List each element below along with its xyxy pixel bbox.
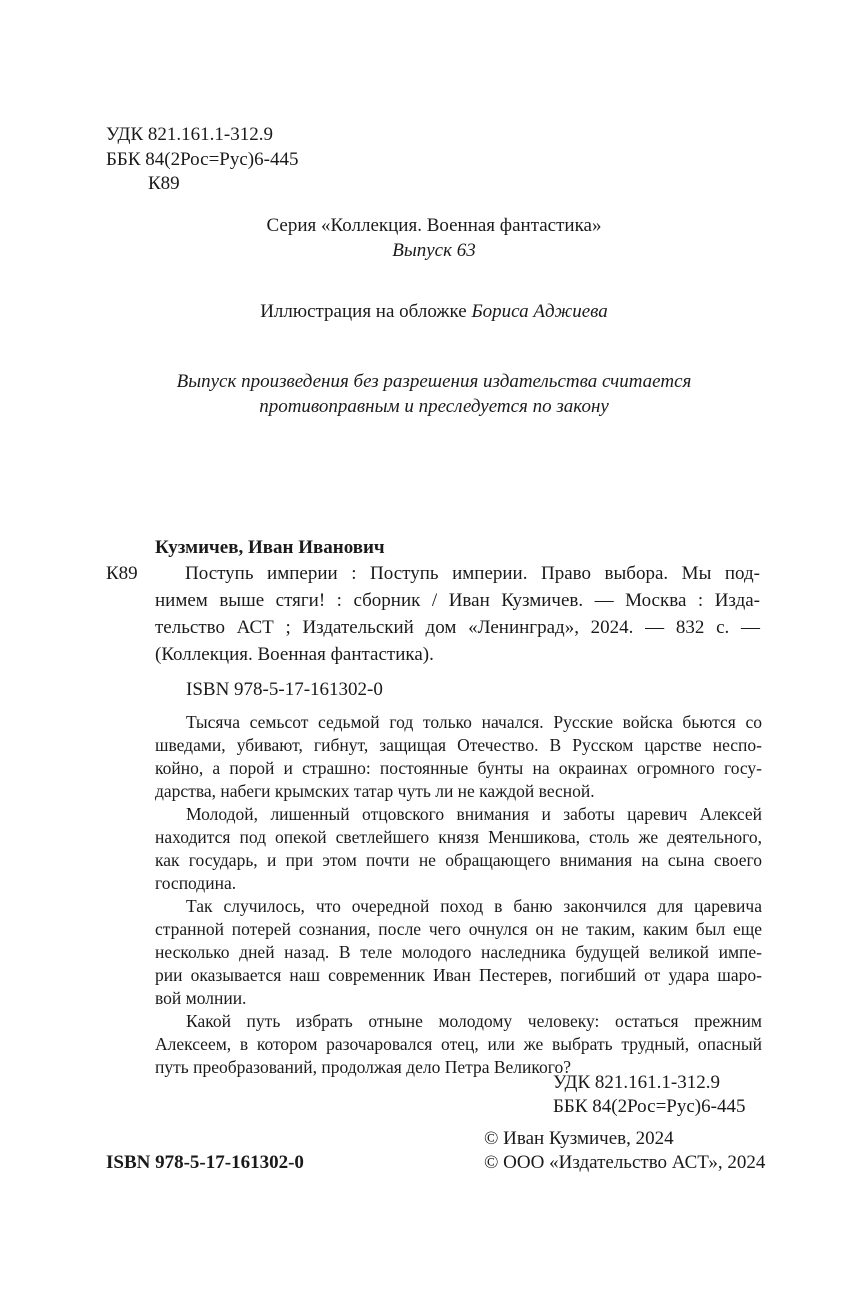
catalog-line: нимем выше стяги! : сборник / Иван Кузмичев. — Москва : Изда- [155,590,760,611]
catalog-line: Поступь империи : Поступь империи. Право выбора. Мы под- [185,563,760,584]
annotation-line: Тысяча семьсот седьмой год только начался. Русские войска бьются со [186,712,762,732]
series-title: Серия «Коллекция. Военная фантастика» [266,215,602,236]
copyright-publisher: © ООО «Издательство АСТ», 2024 [484,1152,766,1173]
annotation-line: странной потерей сознания, после чего очнулся он не таким, каким был еще [155,919,762,939]
annotation-line: Какой путь избрать отныне молодому человеку: остаться прежним [186,1011,762,1031]
warning-line-1: Выпуск произведения без разрешения издательства считается [176,371,692,392]
annotation-line: несколько дней назад. В теле молодого наследника будущей великой импе- [155,942,762,962]
warning-line-2: противоправным и преследуется по закону [259,396,609,417]
annotation-line: господина. [155,873,237,893]
annotation-line: находится под опекой светлейшего князя Меншикова, столь же деятельного, [155,827,762,847]
annotation-line: койно, а порой и страшно: постоянные бунты на окраинах огромного госу- [155,758,762,778]
footer-bbk: ББК 84(2Рос=Рус)6-445 [553,1096,746,1117]
illustration-artist: Бориса Аджиева [471,301,608,322]
annotation-line: путь преобразований, продолжая дело Петра Великого? [155,1057,572,1077]
bbk-code: ББК 84(2Рос=Рус)6-445 [106,149,299,170]
footer-isbn: ISBN 978-5-17-161302-0 [106,1152,304,1173]
catalog-line: (Коллекция. Военная фантастика). [155,644,434,665]
annotation-line: рии оказывается наш современник Иван Пестерев, погибший от удара шаро- [155,965,762,985]
annotation [155,711,762,1079]
illustration-credit [0,298,845,325]
catalog-isbn: ISBN 978-5-17-161302-0 [186,679,383,700]
annotation-line: дарства, набеги крымских татар чуть ли не каждой весной. [155,781,595,801]
footer-udk: УДК 821.161.1-312.9 [553,1072,720,1093]
annotation-line: Алексеем, в котором разочаровался отец, или же выбрать трудный, опасный [155,1034,762,1054]
udk-code: УДК 821.161.1-312.9 [106,124,273,145]
illustration-prefix: Иллюстрация на обложке [260,301,472,322]
series-issue: Выпуск 63 [392,240,476,261]
annotation-line: как государь, и при этом почти не обращающего внимания на сына своего [155,850,762,870]
annotation-line: Молодой, лишенный отцовского внимания и заботы царевич Алексей [186,804,762,824]
catalog-line: тельство АСТ ; Издательский дом «Ленинград», 2024. — 832 с. — [155,617,760,638]
annotation-line: вой молнии. [155,988,247,1008]
catalog-author: Кузмичев, Иван Иванович [155,537,385,558]
catalog-mark: К89 [106,563,138,584]
author-mark: К89 [148,173,180,194]
annotation-line: Так случилось, что очередной поход в баню закончился для царевича [186,896,762,916]
catalog-description [155,560,760,668]
annotation-line: шведами, убивают, гибнут, защищая Отечество. В Русском царстве неспо- [155,735,762,755]
copyright-author: © Иван Кузмичев, 2024 [484,1128,674,1149]
